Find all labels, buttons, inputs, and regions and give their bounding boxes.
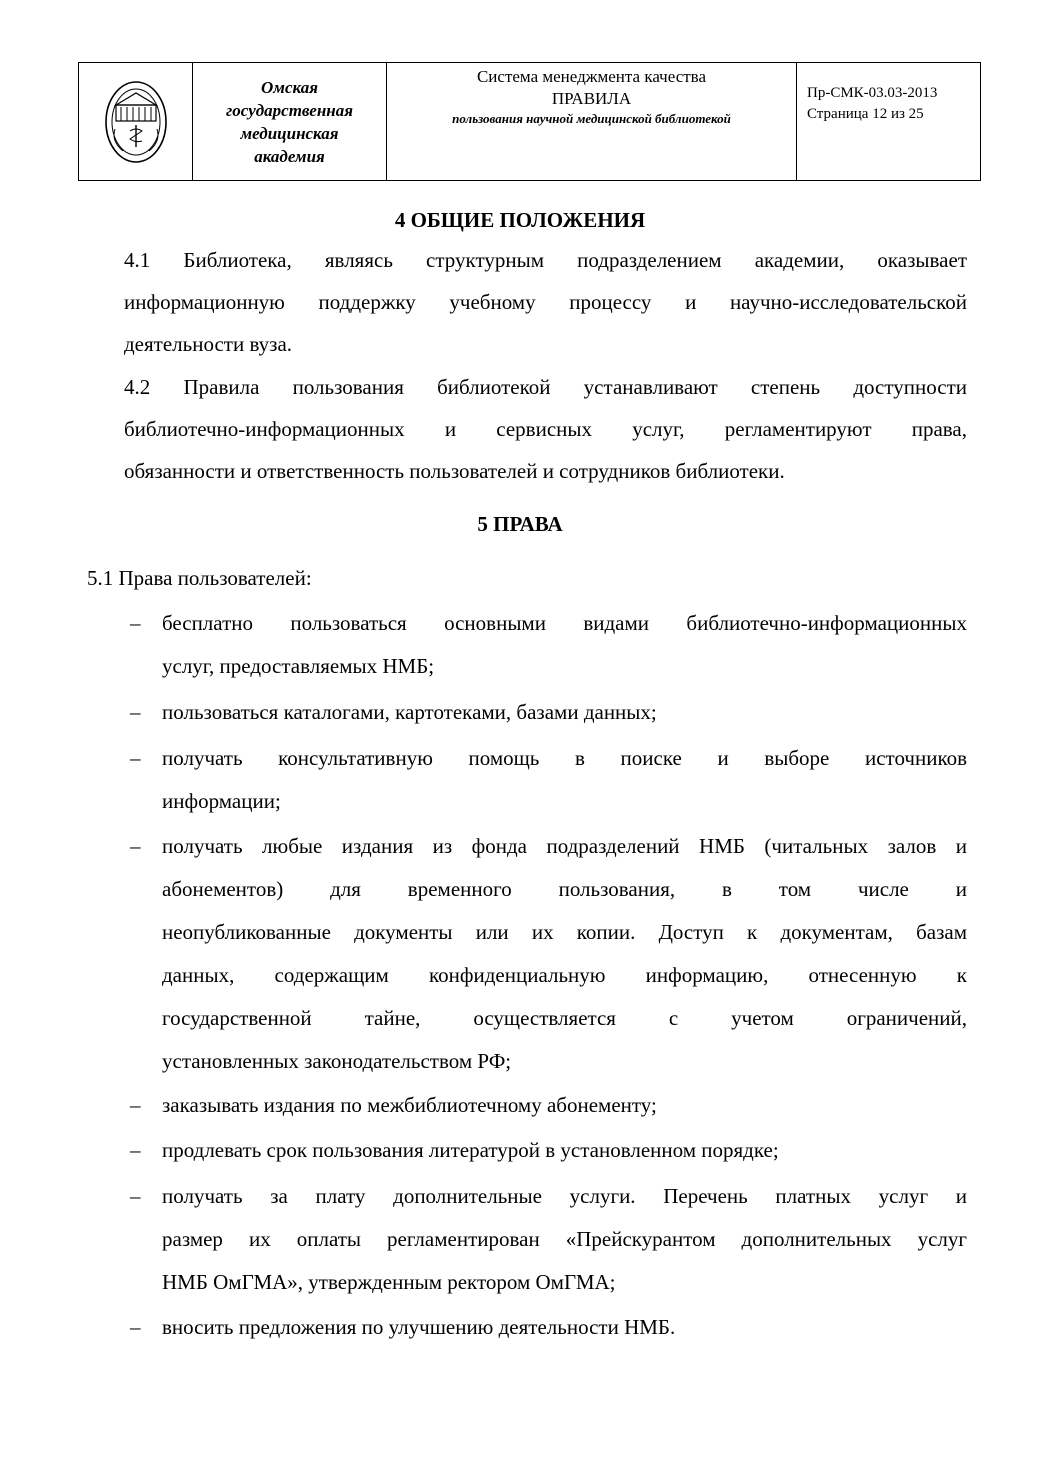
list-item (126, 602, 967, 688)
list-item-line: заказывать издания по межбиблиотечному абонементу; (162, 1093, 657, 1117)
paragraph-4-2 (124, 366, 967, 492)
document-title-cell (387, 63, 797, 181)
paragraph-line: деятельности вуза. (124, 332, 293, 356)
list-item (126, 737, 967, 823)
section-5-heading: 5 ПРАВА (477, 512, 563, 536)
document-code-cell (797, 63, 981, 181)
list-item-line: НМБ ОмГМА», утвержденным ректором ОмГМА; (162, 1270, 616, 1294)
list-dash: – (130, 700, 141, 724)
paragraph-line: обязанности и ответственность пользователей и сотрудников библиотеки. (124, 459, 785, 483)
list-item-line: получать за плату дополнительные услуги. Перечень платных услуг и (162, 1184, 967, 1208)
list-item-line: государственной тайне, осуществляется с учетом ограничений, (162, 1006, 967, 1030)
paragraph-line: 4.2 Правила пользования библиотекой устанавливают степень доступности (124, 375, 967, 399)
list-item-line: бесплатно пользоваться основными видами библиотечно-информационных (162, 611, 967, 635)
list-dash: – (130, 1093, 141, 1117)
list-item-line: получать консультативную помощь в поиске и выборе источников (162, 746, 967, 770)
org-name-line: медицинская (240, 123, 339, 143)
page-info: Страница 12 из 25 (807, 106, 924, 122)
document-header-table (78, 62, 981, 181)
list-item-line: услуг, предоставляемых НМБ; (162, 654, 435, 678)
list-dash: – (130, 1184, 141, 1208)
rights-lead: 5.1 Права пользователей: (87, 566, 312, 590)
list-item (126, 1129, 967, 1172)
list-dash: – (130, 746, 141, 770)
list-item-line: установленных законодательством РФ; (162, 1049, 512, 1073)
org-name-line: Омская (261, 77, 318, 97)
list-item (126, 1084, 967, 1127)
list-dash: – (130, 611, 141, 635)
list-dash: – (130, 1138, 141, 1162)
list-item-line: данных, содержащим конфиденциальную информацию, отнесенную к (162, 963, 967, 987)
paragraph-line: библиотечно-информационных и сервисных услуг, регламентируют права, (124, 417, 967, 441)
list-item-line: информации; (162, 789, 281, 813)
list-item-line: получать любые издания из фонда подразделений НМБ (читальных залов и (162, 834, 967, 858)
organization-name (193, 76, 386, 168)
document-subtitle: пользования научной медицинской библиотекой (452, 111, 731, 126)
list-item (126, 1175, 967, 1304)
list-dash: – (130, 834, 141, 858)
logo-cell (79, 63, 193, 181)
paragraph-line: информационную поддержку учебному процессу и научно-исследовательской (124, 290, 967, 314)
list-item (126, 691, 967, 734)
paragraph-4-1 (124, 239, 967, 365)
paragraph-line: 4.1 Библиотека, являясь структурным подразделением академии, оказывает (124, 248, 967, 272)
system-title: Система менеджмента качества (476, 67, 707, 86)
organization-cell (193, 63, 387, 181)
list-item-line: абонементов) для временного пользования, в том числе и (162, 877, 967, 901)
list-item (126, 1306, 967, 1349)
list-item-line: неопубликованные документы или их копии. Доступ к документам, базам (162, 920, 967, 944)
list-item-line: размер их оплаты регламентирован «Прейскурантом дополнительных услуг (162, 1227, 967, 1251)
org-name-line: государственная (226, 100, 353, 120)
academy-seal-logo-icon (103, 79, 169, 165)
list-item (126, 825, 967, 1083)
document-code: Пр-СМК-03.03-2013 (807, 85, 938, 101)
list-item-line: вносить предложения по улучшению деятельности НМБ. (162, 1315, 676, 1339)
list-dash: – (130, 1315, 141, 1339)
document-type: ПРАВИЛА (551, 89, 632, 108)
org-name-line: академия (254, 146, 325, 166)
section-4-heading: 4 ОБЩИЕ ПОЛОЖЕНИЯ (394, 208, 646, 232)
list-item-line: пользоваться каталогами, картотеками, базами данных; (162, 700, 657, 724)
list-item-line: продлевать срок пользования литературой в установленном порядке; (162, 1138, 779, 1162)
